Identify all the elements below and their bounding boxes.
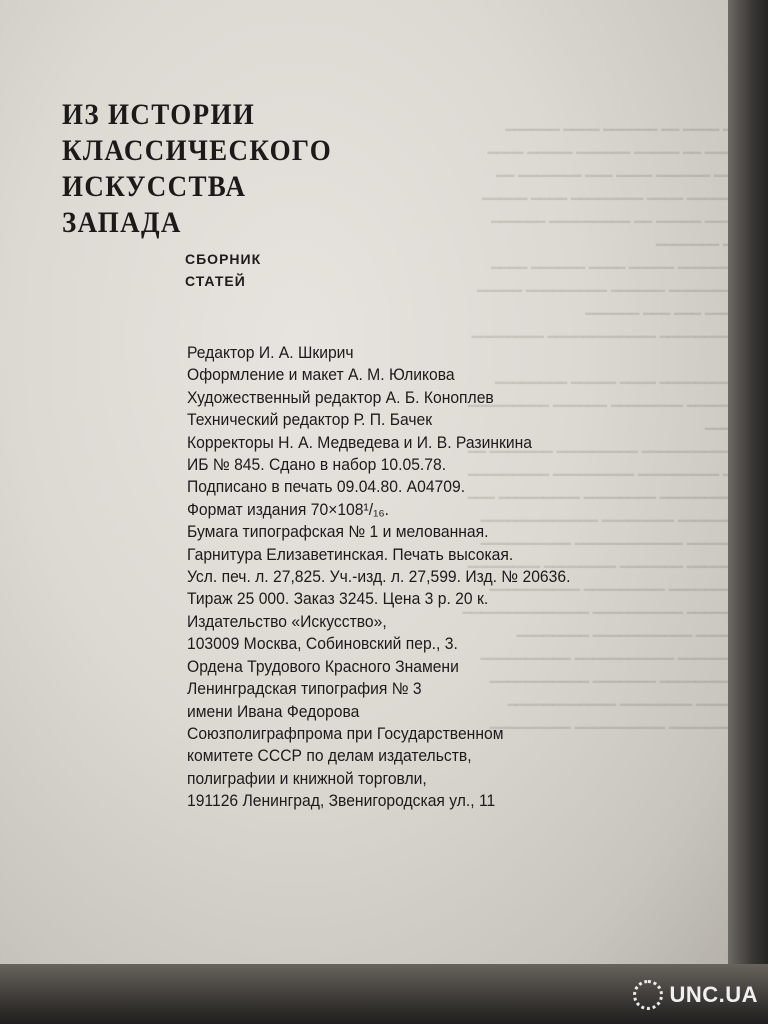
imprint-line-trade: полиграфии и книжной торговли, [187, 769, 427, 788]
imprint-line-signed: Подписано в печать 09.04.80. А04709. [187, 478, 466, 497]
imprint-line-typeface: Гарнитура Елизаветинская. Печать высокая. [187, 545, 514, 564]
imprint-line-printer-order: Ордена Трудового Красного Знамени [187, 657, 459, 676]
book-subtitle-line: СБОРНИК [185, 251, 262, 267]
book-title [62, 97, 332, 241]
imprint-line-printer-address: 191126 Ленинград, Звенигородская ул., 11 [187, 792, 496, 811]
imprint-line-printer-name: Ленинградская типография № 3 [187, 680, 422, 699]
imprint-line-union: Союзполиграфпрома при Государственном [187, 724, 504, 743]
imprint-line-print-run: Тираж 25 000. Заказ 3245. Цена 3 р. 20 к. [187, 590, 489, 609]
book-title-line: ИСКУССТВА [62, 170, 247, 203]
imprint-line-layout: Оформление и макет А. М. Юликова [187, 366, 455, 385]
imprint-line-format: Формат издания 70×108¹/₁₆. [187, 500, 390, 519]
book-title-line: ИЗ ИСТОРИИ [62, 98, 256, 131]
imprint-line-committee: комитете СССР по делам издательств, [187, 747, 472, 766]
imprint-block [187, 342, 570, 813]
watermark-logo-icon [633, 980, 663, 1010]
site-watermark [633, 980, 758, 1010]
table-surface-right [728, 0, 768, 1024]
imprint-line-paper: Бумага типографская № 1 и мелованная. [187, 523, 489, 542]
imprint-line-art-editor: Художественный редактор А. Б. Коноплев [187, 388, 494, 407]
book-subtitle-line: СТАТЕЙ [185, 273, 246, 289]
imprint-line-publisher-address: 103009 Москва, Собиновский пер., 3. [187, 635, 458, 654]
bleed-through-text: ━━━ ━━━━ ━━ ━━━━━━ ━━━━ ━━━━━━ ━━━━━ ━━ ━━━━━ ━━━━━━ ━━━━━ ━━━━ ━━━━ ━━━━━━ ━━━━ ━━━ ━━━━━━━ ━━ ━━━━━━━ ━━━━ ━━━━━━━━ ━━━━ ━━━━━ ━━━━━ ━━━━━ ━━ ━━━━━━━━━ ━━━━━━ ━━━ ━━━━━━━ ━━━━━━━━ ━━━━━ ━━━━ ━━━━━━ ━━━━ ━━━━━━━━━ ━━━━━━ ━━━━━━━━━ ━━━━━ ━━━━━ ━━━ ━━━ ━━━━━━ ━━━━━━━━━━ ━━━━━━━━━━━━ ━━━━━━━━ ━━━━━━━━━━ ━━━━ ━━━━━ ━━━━━━━━ ━━━━━━━ ━━━━━━━━ ━━━━━━ ━━━━━━━━━ ━━━━━━━━━━━━ ━━━━━━━━━ ━━━━━━━ ━━ ━━━ ━━━━━━━━━ ━━━━━━━━━ ━━━━━━━━━ ━━━━━━━━━━ ━━━━━━━━ ━━━━━━━━━ ━━━ ━━━━━━━━ ━━━━━━━━ ━━━━━━━━━━━━━ ━━━━━━━ ━━━━━━━━━━━━ ━━━━━━━━━━ ━━━━━━━ ━━━━━━━ ━━━━━━━━ ━━━━━━━━ ━━━━━━━━━ ━━━━━━━━━ ━━━━━━━━━━ ━━━━━━━ ━━━━━━━━━━ ━━━━━━━━━━━━━━ ━━━━━━ ━━━━━━━━━━━ ━━━━━━━━ ━━━━━━━━ ━━━━━━━━━━━ ━━━━━━━━━━ ━━━━━━━━━━ ━━━━━━━ ━━━━━━━━━━━ ━━━━━━ ━━━━━━━━ ━━━━━━━━━━━━ ━━━━━━━━━ ━━━━━━━━━━ ━━━━━━━━━ [462, 123, 750, 737]
imprint-line-sheets: Усл. печ. л. 27,825. Уч.-изд. л. 27,599. Изд. № 20636. [187, 568, 571, 587]
book-subtitle [185, 248, 261, 292]
imprint-line-tech-editor: Технический редактор Р. П. Бачек [187, 411, 433, 430]
imprint-line-printer-named: имени Ивана Федорова [187, 702, 360, 721]
imprint-line-editor: Редактор И. А. Шкирич [187, 344, 354, 362]
watermark-text: UNC.UA [669, 982, 758, 1007]
imprint-line-proofreaders: Корректоры Н. А. Медведева и И. В. Разинкина [187, 433, 532, 452]
imprint-line-ib-number: ИБ № 845. Сдано в набор 10.05.78. [187, 456, 447, 475]
book-title-line: ЗАПАДА [62, 206, 182, 239]
imprint-line-publisher: Издательство «Искусство», [187, 612, 387, 631]
book-title-line: КЛАССИЧЕСКОГО [62, 134, 333, 167]
